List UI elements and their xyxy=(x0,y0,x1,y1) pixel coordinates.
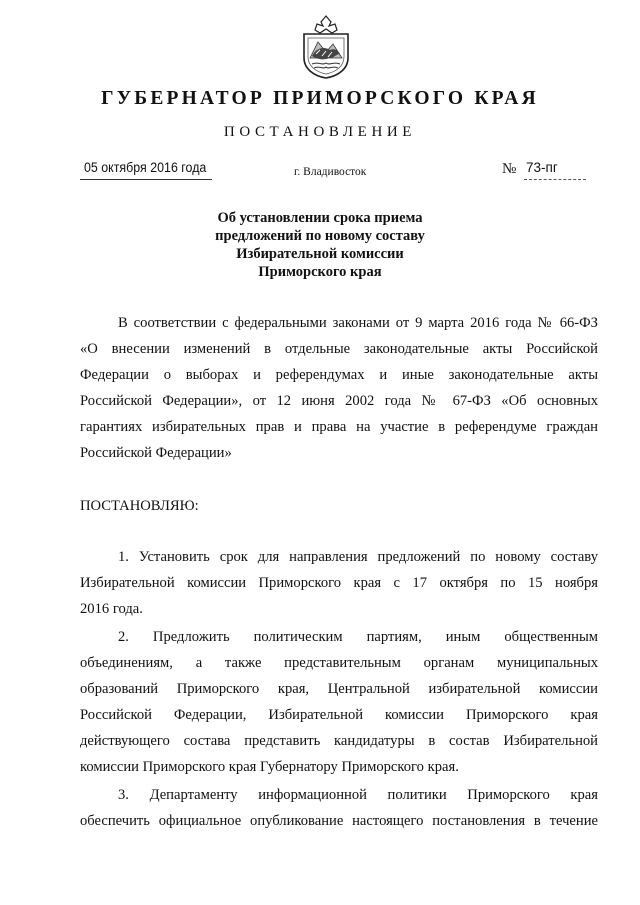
text-line: Федерации о выборах и референдумах и иные законодательные акты xyxy=(80,367,598,383)
item-1-paragraph xyxy=(80,544,598,622)
preamble-paragraph xyxy=(80,310,598,466)
subject-line: Избирательной комиссии xyxy=(236,246,404,262)
number-underline xyxy=(524,179,586,180)
document-subject xyxy=(150,209,490,281)
document-date: 05 октября 2016 года xyxy=(84,160,207,175)
text-line: 3. Департаменту информационной политики Приморского края xyxy=(118,787,598,803)
text-line: Российской Федерации», от 12 июня 2002 года № 67-ФЗ «Об основных xyxy=(80,393,598,409)
text-line: «О внесении изменений в отдельные законодательные акты Российской xyxy=(80,341,598,357)
text-line: 1. Установить срок для направления предложений по новому составу xyxy=(118,549,598,565)
text-line: обеспечить официальное опубликование настоящего постановления в течение xyxy=(80,813,598,829)
subject-line: Об установлении срока приема xyxy=(217,210,423,226)
text-line: 2016 года. xyxy=(80,601,143,617)
text-line: В соответствии с федеральными законами от 9 марта 2016 года № 66-ФЗ xyxy=(118,315,598,331)
document-place: г. Владивосток xyxy=(294,166,367,178)
coat-of-arms-icon xyxy=(298,14,354,80)
resolve-heading xyxy=(80,493,598,519)
authority-title: ГУБЕРНАТОР ПРИМОРСКОГО КРАЯ xyxy=(101,88,539,109)
text-line: 2. Предложить политическим партиям, иным общественным xyxy=(118,629,598,645)
number-sign: № xyxy=(502,161,517,177)
resolve-text: ПОСТАНОВЛЯЮ: xyxy=(80,498,199,514)
text-line: объединениям, а также представительным органам муниципальных xyxy=(80,655,598,671)
item-3-paragraph xyxy=(80,782,598,834)
subject-line: Приморского края xyxy=(258,264,382,280)
date-underline xyxy=(80,179,212,180)
text-line: комиссии Приморского края Губернатору Приморского края. xyxy=(80,759,459,775)
text-line: гарантиях избирательных прав и права на участие в референдуме граждан xyxy=(80,419,598,435)
item-2-paragraph xyxy=(80,624,598,780)
text-line: Избирательной комиссии Приморского края с 17 октября по 15 ноября xyxy=(80,575,598,591)
text-line: образований Приморского края, Центральной избирательной комиссии xyxy=(80,681,598,697)
document-number: 73-пг xyxy=(526,160,558,175)
document-type: ПОСТАНОВЛЕНИЕ xyxy=(223,124,417,140)
subject-line: предложений по новому составу xyxy=(215,228,425,244)
text-line: действующего состава представить кандидатуры в состав Избирательной xyxy=(80,733,598,749)
text-line: Российской Федерации» xyxy=(80,445,232,461)
text-line: Российской Федерации, Избирательной комиссии Приморского края xyxy=(80,707,598,723)
